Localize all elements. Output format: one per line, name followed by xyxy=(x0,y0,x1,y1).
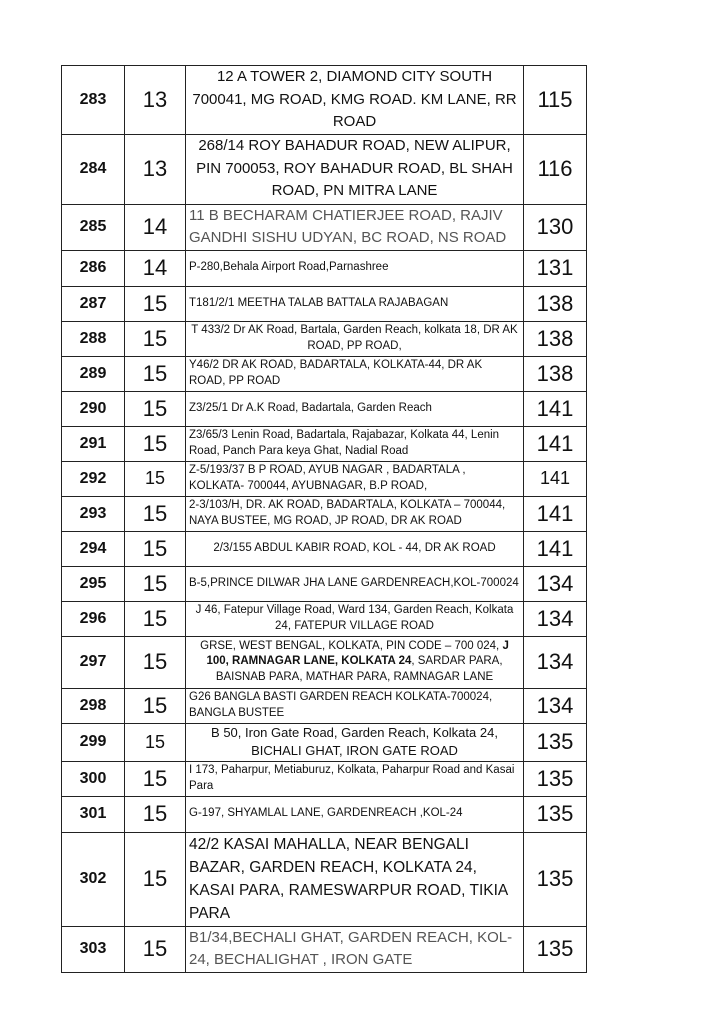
part-number: 135 xyxy=(524,926,587,972)
table-row xyxy=(62,286,587,321)
ward-number: 15 xyxy=(125,723,186,761)
table-row xyxy=(62,426,587,461)
serial-number: 296 xyxy=(62,601,125,636)
serial-number: 285 xyxy=(62,204,125,250)
ward-number: 15 xyxy=(125,391,186,426)
ward-number: 15 xyxy=(125,636,186,688)
table-row xyxy=(62,134,587,204)
part-number: 138 xyxy=(524,286,587,321)
ward-number: 15 xyxy=(125,496,186,531)
serial-number: 293 xyxy=(62,496,125,531)
address: Z3/65/3 Lenin Road, Badartala, Rajabazar, Kolkata 44, Lenin Road, Panch Para keya Ghat, Nadial Road xyxy=(186,426,524,461)
address: P-280,Behala Airport Road,Parnashree xyxy=(186,250,524,286)
ward-number: 15 xyxy=(125,761,186,796)
serial-number: 291 xyxy=(62,426,125,461)
table-row xyxy=(62,204,587,250)
table-row xyxy=(62,723,587,761)
part-number: 131 xyxy=(524,250,587,286)
address: J 46, Fatepur Village Road, Ward 134, Garden Reach, Kolkata 24, FATEPUR VILLAGE ROAD xyxy=(186,601,524,636)
ward-number: 13 xyxy=(125,66,186,135)
address: Z3/25/1 Dr A.K Road, Badartala, Garden Reach xyxy=(186,391,524,426)
table-row xyxy=(62,250,587,286)
table-row xyxy=(62,566,587,601)
table-row xyxy=(62,832,587,926)
address: 268/14 ROY BAHADUR ROAD, NEW ALIPUR, PIN 700053, ROY BAHADUR ROAD, BL SHAH ROAD, PN MITRA LANE xyxy=(186,134,524,204)
serial-number: 292 xyxy=(62,461,125,496)
ward-number: 15 xyxy=(125,796,186,832)
table-row xyxy=(62,321,587,356)
serial-number: 301 xyxy=(62,796,125,832)
ward-number: 15 xyxy=(125,832,186,926)
part-number: 141 xyxy=(524,531,587,566)
address-part: , SARDAR PARA, BAISNAB PARA, MATHAR PARA, RAMNAGAR LANE xyxy=(215,655,503,683)
address: B1/34,BECHALI GHAT, GARDEN REACH, KOL-24, BECHALIGHAT , IRON GATE xyxy=(186,926,524,972)
address: B 50, Iron Gate Road, Garden Reach, Kolkata 24, BICHALI GHAT, IRON GATE ROAD xyxy=(186,723,524,761)
ward-number: 13 xyxy=(125,134,186,204)
address: G-197, SHYAMLAL LANE, GARDENREACH ,KOL-24 xyxy=(186,796,524,832)
serial-number: 288 xyxy=(62,321,125,356)
part-number: 138 xyxy=(524,321,587,356)
serial-number: 287 xyxy=(62,286,125,321)
address: 11 B BECHARAM CHATIERJEE ROAD, RAJIV GANDHI SISHU UDYAN, BC ROAD, NS ROAD xyxy=(186,204,524,250)
table-row xyxy=(62,496,587,531)
part-number: 116 xyxy=(524,134,587,204)
address: Y46/2 DR AK ROAD, BADARTALA, KOLKATA-44, DR AK ROAD, PP ROAD xyxy=(186,356,524,391)
table-row xyxy=(62,356,587,391)
serial-number: 289 xyxy=(62,356,125,391)
address: T 433/2 Dr AK Road, Bartala, Garden Reach, kolkata 18, DR AK ROAD, PP ROAD, xyxy=(186,321,524,356)
part-number: 134 xyxy=(524,566,587,601)
part-number: 134 xyxy=(524,636,587,688)
ward-number: 15 xyxy=(125,566,186,601)
table-row xyxy=(62,688,587,723)
address: 2/3/155 ABDUL KABIR ROAD, KOL - 44, DR AK ROAD xyxy=(186,531,524,566)
ward-number: 14 xyxy=(125,204,186,250)
part-number: 135 xyxy=(524,723,587,761)
address: T181/2/1 MEETHA TALAB BATTALA RAJABAGAN xyxy=(186,286,524,321)
part-number: 141 xyxy=(524,461,587,496)
ward-number: 14 xyxy=(125,250,186,286)
serial-number: 302 xyxy=(62,832,125,926)
serial-number: 284 xyxy=(62,134,125,204)
table-row xyxy=(62,601,587,636)
address: 2-3/103/H, DR. AK ROAD, BADARTALA, KOLKATA – 700044, NAYA BUSTEE, MG ROAD, JP ROAD, DR AK ROAD xyxy=(186,496,524,531)
address: Z-5/193/37 B P ROAD, AYUB NAGAR , BADARTALA , KOLKATA- 700044, AYUBNAGAR, B.P ROAD, xyxy=(186,461,524,496)
part-number: 130 xyxy=(524,204,587,250)
serial-number: 283 xyxy=(62,66,125,135)
table-row xyxy=(62,461,587,496)
part-number: 141 xyxy=(524,426,587,461)
ward-number: 15 xyxy=(125,426,186,461)
ward-number: 15 xyxy=(125,531,186,566)
table-row xyxy=(62,761,587,796)
address-part: GRSE, WEST BENGAL, KOLKATA, PIN CODE – 700 024, xyxy=(200,639,503,652)
serial-number: 286 xyxy=(62,250,125,286)
part-number: 134 xyxy=(524,688,587,723)
part-number: 134 xyxy=(524,601,587,636)
part-number: 141 xyxy=(524,496,587,531)
part-number: 135 xyxy=(524,761,587,796)
serial-number: 290 xyxy=(62,391,125,426)
ward-number: 15 xyxy=(125,356,186,391)
address: I 173, Paharpur, Metiaburuz, Kolkata, Paharpur Road and Kasai Para xyxy=(186,761,524,796)
part-number: 141 xyxy=(524,391,587,426)
serial-number: 300 xyxy=(62,761,125,796)
serial-number: 303 xyxy=(62,926,125,972)
address xyxy=(186,636,524,688)
serial-number: 294 xyxy=(62,531,125,566)
ward-number: 15 xyxy=(125,461,186,496)
ward-number: 15 xyxy=(125,601,186,636)
part-number: 135 xyxy=(524,832,587,926)
serial-number: 295 xyxy=(62,566,125,601)
polling-station-table xyxy=(61,65,587,973)
table-row xyxy=(62,531,587,566)
serial-number: 298 xyxy=(62,688,125,723)
address-bold-part: J 100, RAMNAGAR LANE, KOLKATA 24 xyxy=(206,639,509,668)
table-row xyxy=(62,66,587,135)
address: 42/2 KASAI MAHALLA, NEAR BENGALI BAZAR, GARDEN REACH, KOLKATA 24, KASAI PARA, RAMESWARPUR ROAD, TIKIA PARA xyxy=(186,832,524,926)
part-number: 115 xyxy=(524,66,587,135)
serial-number: 299 xyxy=(62,723,125,761)
ward-number: 15 xyxy=(125,926,186,972)
ward-number: 15 xyxy=(125,688,186,723)
ward-number: 15 xyxy=(125,286,186,321)
table-row xyxy=(62,926,587,972)
address: G26 BANGLA BASTI GARDEN REACH KOLKATA-700024, BANGLA BUSTEE xyxy=(186,688,524,723)
table-row xyxy=(62,636,587,688)
address: 12 A TOWER 2, DIAMOND CITY SOUTH 700041, MG ROAD, KMG ROAD. KM LANE, RR ROAD xyxy=(186,66,524,135)
table-row xyxy=(62,796,587,832)
ward-number: 15 xyxy=(125,321,186,356)
part-number: 135 xyxy=(524,796,587,832)
address: B-5,PRINCE DILWAR JHA LANE GARDENREACH,KOL-700024 xyxy=(186,566,524,601)
table-row xyxy=(62,391,587,426)
part-number: 138 xyxy=(524,356,587,391)
serial-number: 297 xyxy=(62,636,125,688)
